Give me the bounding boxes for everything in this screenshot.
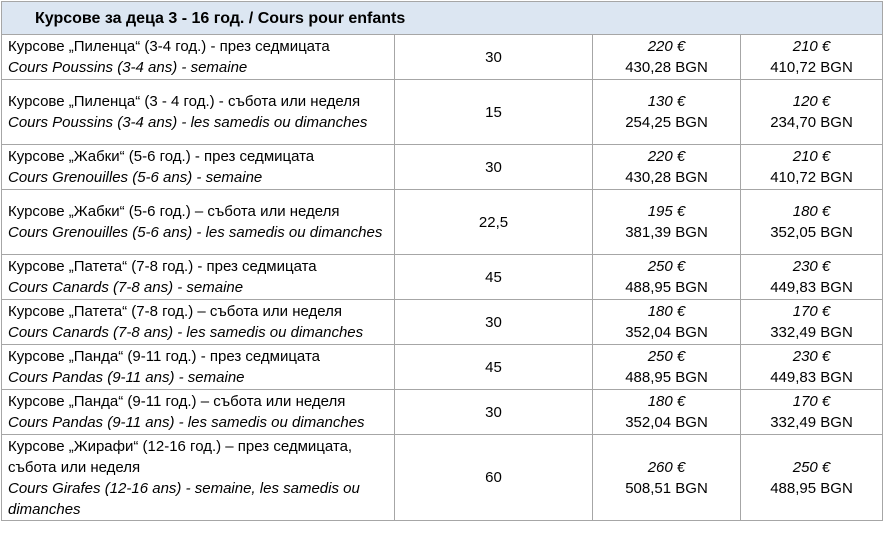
course-name-fr: Cours Grenouilles (5-6 ans) - les samedis ou dimanches [8,224,383,241]
price-2-eur: 120 € [792,93,831,110]
price-cell-1 [593,145,741,190]
course-name-bg: Курсове „Жирафи“ (12-16 год.) – през седмицата, събота или неделя [8,437,353,476]
course-name-cell [2,390,395,435]
hours-cell: 30 [395,145,593,190]
hours-cell: 45 [395,345,593,390]
price-cell-2 [741,255,883,300]
price-1-bgn: 488,95 BGN [625,369,708,386]
price-cell-1 [593,300,741,345]
table-row [2,390,883,435]
course-name-bg: Курсове „Пиленца“ (3-4 год.) - през седмицата [8,38,330,55]
course-name-fr: Cours Canards (7-8 ans) - semaine [8,279,244,296]
table-row [2,300,883,345]
hours-cell: 30 [395,35,593,80]
price-2-eur: 230 € [792,258,831,275]
price-2-eur: 210 € [792,38,831,55]
table-row [2,435,883,521]
course-name-bg: Курсове „Пиленца“ (3 - 4 год.) - събота или неделя [8,93,361,110]
price-1-eur: 180 € [647,393,686,410]
price-1-bgn: 352,04 BGN [625,414,708,431]
price-2-bgn: 488,95 BGN [770,479,853,497]
price-1-eur: 180 € [647,303,686,320]
table-row [2,255,883,300]
course-name-fr: Cours Girafes (12-16 ans) - semaine, les samedis ou dimanches [8,479,360,518]
price-2-bgn: 234,70 BGN [770,114,853,131]
course-name-cell [2,345,395,390]
course-name-cell [2,145,395,190]
price-1-eur: 220 € [647,38,686,55]
price-1-eur: 130 € [647,93,686,110]
price-2-bgn: 332,49 BGN [770,324,853,341]
price-1-eur: 250 € [647,348,686,365]
price-cell-1 [593,435,741,521]
price-2-bgn: 410,72 BGN [770,169,853,186]
course-name-fr: Cours Pandas (9-11 ans) - les samedis ou dimanches [8,414,365,431]
price-2-eur: 210 € [792,148,831,165]
table-row [2,345,883,390]
price-1-bgn: 488,95 BGN [625,279,708,296]
price-1-eur: 250 € [647,258,686,275]
price-cell-2 [741,80,883,145]
hours-cell: 30 [395,390,593,435]
course-name-fr: Cours Poussins (3-4 ans) - les samedis ou dimanches [8,114,368,131]
hours-cell: 30 [395,300,593,345]
price-1-bgn: 508,51 BGN [625,479,708,497]
table-row [2,190,883,255]
course-name-cell [2,80,395,145]
price-cell-1 [593,80,741,145]
price-cell-2 [741,390,883,435]
price-1-eur: 260 € [647,458,686,476]
price-1-bgn: 430,28 BGN [625,59,708,76]
price-2-eur: 170 € [792,393,831,410]
course-name-cell [2,35,395,80]
table-row [2,35,883,80]
price-cell-2 [741,345,883,390]
hours-cell: 22,5 [395,190,593,255]
course-name-bg: Курсове „Жабки“ (5-6 год.) - през седмицата [8,148,315,165]
course-name-cell [2,435,395,521]
price-cell-2 [741,35,883,80]
course-name-fr: Cours Poussins (3-4 ans) - semaine [8,59,248,76]
price-cell-1 [593,190,741,255]
price-2-bgn: 449,83 BGN [770,369,853,386]
price-cell-2 [741,435,883,521]
price-1-bgn: 430,28 BGN [625,169,708,186]
price-2-bgn: 332,49 BGN [770,414,853,431]
course-name-fr: Cours Canards (7-8 ans) - les samedis ou dimanches [8,324,364,341]
price-1-bgn: 381,39 BGN [625,224,708,241]
price-2-bgn: 449,83 BGN [770,279,853,296]
hours-cell: 60 [395,435,593,521]
price-cell-1 [593,255,741,300]
table-header-row [2,2,883,35]
course-name-bg: Курсове „Панда“ (9-11 год.) – събота или неделя [8,393,346,410]
price-2-eur: 180 € [792,203,831,220]
price-2-eur: 230 € [792,348,831,365]
price-1-eur: 220 € [647,148,686,165]
price-1-bgn: 352,04 BGN [625,324,708,341]
hours-cell: 15 [395,80,593,145]
price-2-bgn: 352,05 BGN [770,224,853,241]
course-name-cell [2,190,395,255]
price-cell-1 [593,35,741,80]
course-name-cell [2,255,395,300]
course-name-fr: Cours Grenouilles (5-6 ans) - semaine [8,169,263,186]
price-1-bgn: 254,25 BGN [625,114,708,131]
price-1-eur: 195 € [647,203,686,220]
hours-cell: 45 [395,255,593,300]
course-name-bg: Курсове „Патета“ (7-8 год.) – събота или неделя [8,303,342,320]
course-name-fr: Cours Pandas (9-11 ans) - semaine [8,369,245,386]
price-cell-2 [741,190,883,255]
course-name-cell [2,300,395,345]
price-cell-2 [741,300,883,345]
price-2-bgn: 410,72 BGN [770,59,853,76]
course-name-bg: Курсове „Панда“ (9-11 год.) - през седмицата [8,348,320,365]
price-2-eur: 250 € [792,458,831,476]
table-title: Курсове за деца 3 - 16 год. / Cours pour enfants [2,2,883,35]
price-table [1,1,883,521]
course-name-bg: Курсове „Жабки“ (5-6 год.) – събота или неделя [8,203,340,220]
price-2-eur: 170 € [792,303,831,320]
price-cell-2 [741,145,883,190]
course-name-bg: Курсове „Патета“ (7-8 год.) - през седмицата [8,258,317,275]
table-row [2,145,883,190]
price-cell-1 [593,345,741,390]
table-row [2,80,883,145]
price-cell-1 [593,390,741,435]
